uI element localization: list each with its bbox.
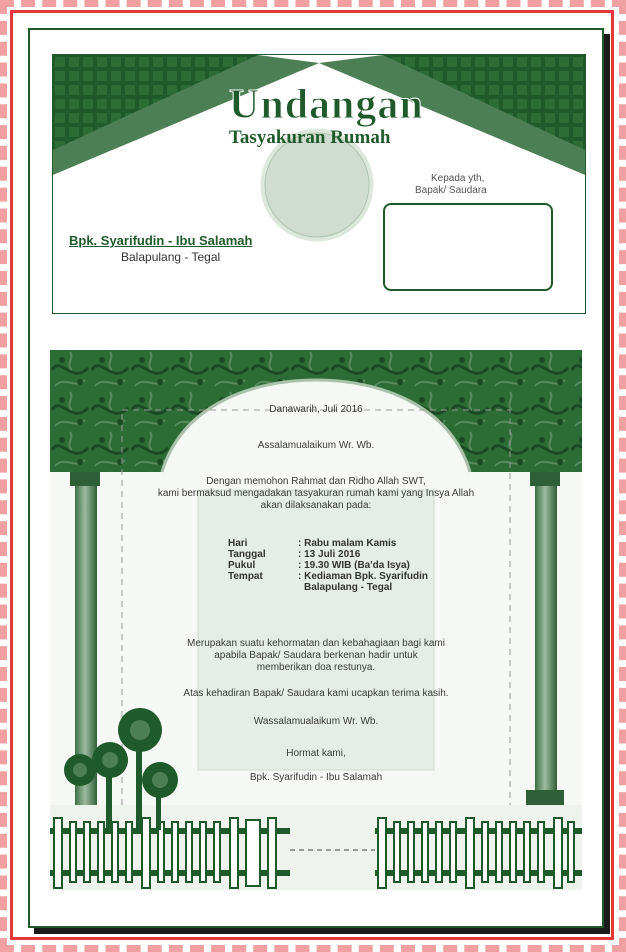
intro-line-1: Dengan memohon Rahmat dan Ridho Allah SWT, xyxy=(206,476,426,487)
letter-panel xyxy=(50,350,582,890)
thanks-line: Atas kehadiran Bapak/ Saudara kami ucapkan terima kasih. xyxy=(183,688,449,699)
closing-line-3: memberikan doa restunya. xyxy=(256,662,376,673)
detail-row xyxy=(228,560,488,571)
host-address: Balapulang - Tegal xyxy=(121,250,221,264)
invitation-sheet xyxy=(28,28,604,928)
detail-value: Balapulang - Tegal xyxy=(304,582,393,593)
detail-row xyxy=(228,582,488,593)
envelope xyxy=(52,54,586,314)
greeting: Assalamualaikum Wr. Wb. xyxy=(257,440,375,451)
detail-label: Tempat xyxy=(228,571,263,582)
detail-row xyxy=(228,571,488,582)
regards-line: Hormat kami, xyxy=(286,748,346,759)
detail-row xyxy=(228,538,488,549)
intro-line-2: kami bermaksud mengadakan tasyakuran rumah kami yang Insya Allah xyxy=(157,488,475,499)
detail-label: Tanggal xyxy=(228,549,266,560)
subtitle: Tasyakuran Rumah xyxy=(229,127,391,148)
title: Undangan xyxy=(229,82,424,128)
intro-line-3: akan dilaksanakan pada: xyxy=(260,500,372,511)
detail-value: : 19.30 WIB (Ba'da Isya) xyxy=(298,560,410,571)
closing-line-2: apabila Bapak/ Saudara berkenan hadir untuk xyxy=(214,650,418,661)
arch-and-columns-graphic xyxy=(50,350,582,890)
detail-value: : 13 Juli 2016 xyxy=(298,549,361,560)
host-name: Bpk. Syarifudin - Ibu Salamah xyxy=(69,233,253,248)
to-line-1: Kepada yth, xyxy=(431,173,485,184)
address-box xyxy=(383,203,553,291)
detail-label: Pukul xyxy=(228,560,256,571)
salam-line: Wassalamualaikum Wr. Wb. xyxy=(253,716,379,727)
to-line-2: Bapak/ Saudara xyxy=(415,185,487,196)
detail-value: : Kediaman Bpk. Syarifudin xyxy=(298,571,429,582)
closing-line-1: Merupakan suatu kehormatan dan kebahagiaan bagi kami xyxy=(187,638,445,649)
detail-value: : Rabu malam Kamis xyxy=(298,538,397,549)
place-date: Danawarih, Juli 2016 xyxy=(269,404,363,415)
detail-label: Hari xyxy=(228,538,248,549)
detail-row xyxy=(228,549,488,560)
event-details xyxy=(228,538,488,593)
signature: Bpk. Syarifudin - Ibu Salamah xyxy=(249,772,383,783)
